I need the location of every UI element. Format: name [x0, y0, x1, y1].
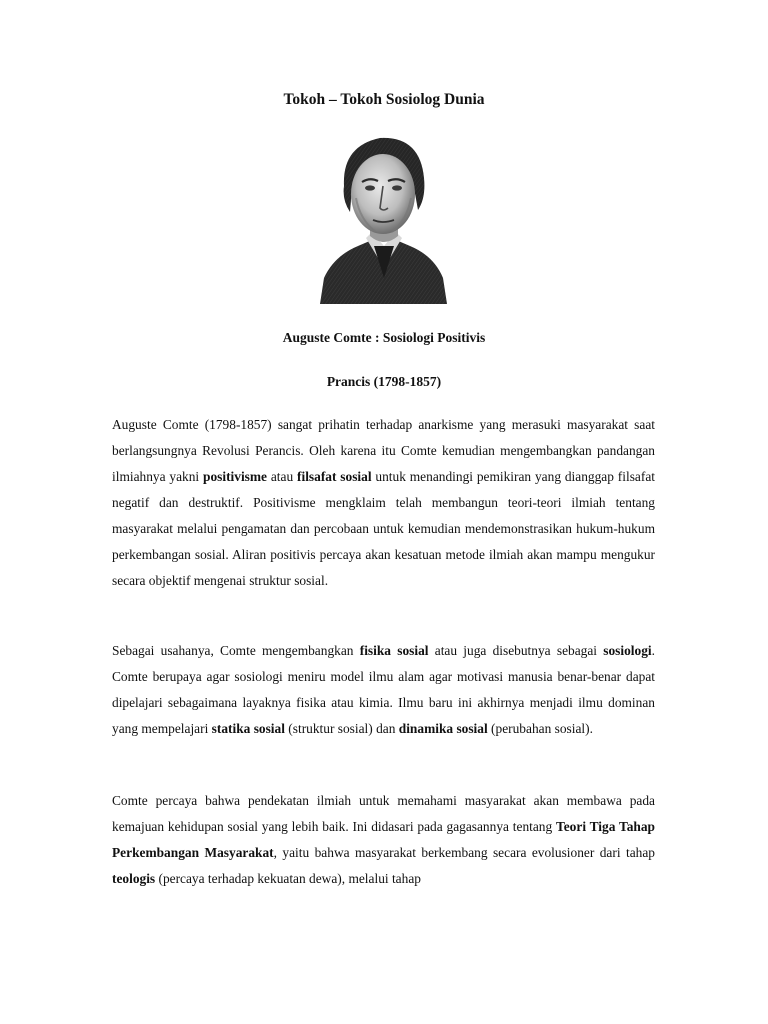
bold-term: sosiologi — [603, 643, 652, 658]
bold-term: filsafat sosial — [297, 469, 372, 484]
text-span: atau — [267, 469, 298, 484]
birth-country-years: Prancis (1798-1857) — [326, 374, 442, 389]
text-span: , yaitu bahwa masyarakat berkembang secara evolusioner dari tahap — [273, 845, 655, 860]
bold-term: fisika sosial — [359, 643, 429, 658]
paragraph-positivism — [112, 412, 655, 594]
bold-term: teologis — [112, 871, 156, 886]
text-span: Comte percaya bahwa pendekatan ilmiah untuk memahami masyarakat akan membawa pada kemajuan kehidupan sosial yang lebih baik. Ini didasari pada gagasannya tentang — [112, 793, 655, 834]
text-span: (perubahan sosial). — [487, 721, 593, 736]
text-span: Auguste Comte (1798-1857) sangat prihatin terhadap anarkisme yang merasuki masyarakat saat berlangsungnya Revolusi Perancis. Oleh karena itu Comte kemudian mengembangkan pandangan ilmiahnya yakni — [112, 417, 655, 484]
portrait-caption: Auguste Comte : Sosiologi Positivis — [282, 330, 486, 345]
bold-term: statika sosial — [211, 721, 285, 736]
paragraph-social-physics — [112, 638, 655, 742]
text-span: . Comte berupaya agar sosiologi meniru model ilmu alam agar motivasi manusia benar-benar dapat dipelajari sebagaimana layaknya fisika atau kimia. Ilmu baru ini akhirnya menjadi ilmu dominan yang mempelajari — [112, 643, 655, 736]
bold-term: positivisme — [203, 469, 267, 484]
text-span: untuk menandingi pemikiran yang dianggap filsafat negatif dan destruktif. Positivisme mengklaim telah membangun teori-teori ilmiah tentang masyarakat melalui pengamatan dan percobaan untuk kemudian mendemonstrasikan hukum-hukum perkembangan sosial. Aliran positivis percaya akan kesatuan metode ilmiah akan mampu mengukur secara objektif mengenai struktur sosial. — [112, 469, 655, 588]
text-span: atau juga disebutnya sebagai — [428, 643, 604, 658]
auguste-comte-portrait — [320, 128, 447, 304]
text-span: (struktur sosial) dan — [284, 721, 399, 736]
paragraph-three-stages — [112, 788, 655, 892]
document-title: Tokoh – Tokoh Sosiolog Dunia — [283, 91, 485, 108]
bold-term: Teori Tiga Tahap Perkembangan Masyarakat — [112, 819, 655, 860]
bold-term: dinamika sosial — [398, 721, 488, 736]
text-span: Sebagai usahanya, Comte mengembangkan — [112, 643, 360, 658]
text-span: (percaya terhadap kekuatan dewa), melalui tahap — [155, 871, 421, 886]
